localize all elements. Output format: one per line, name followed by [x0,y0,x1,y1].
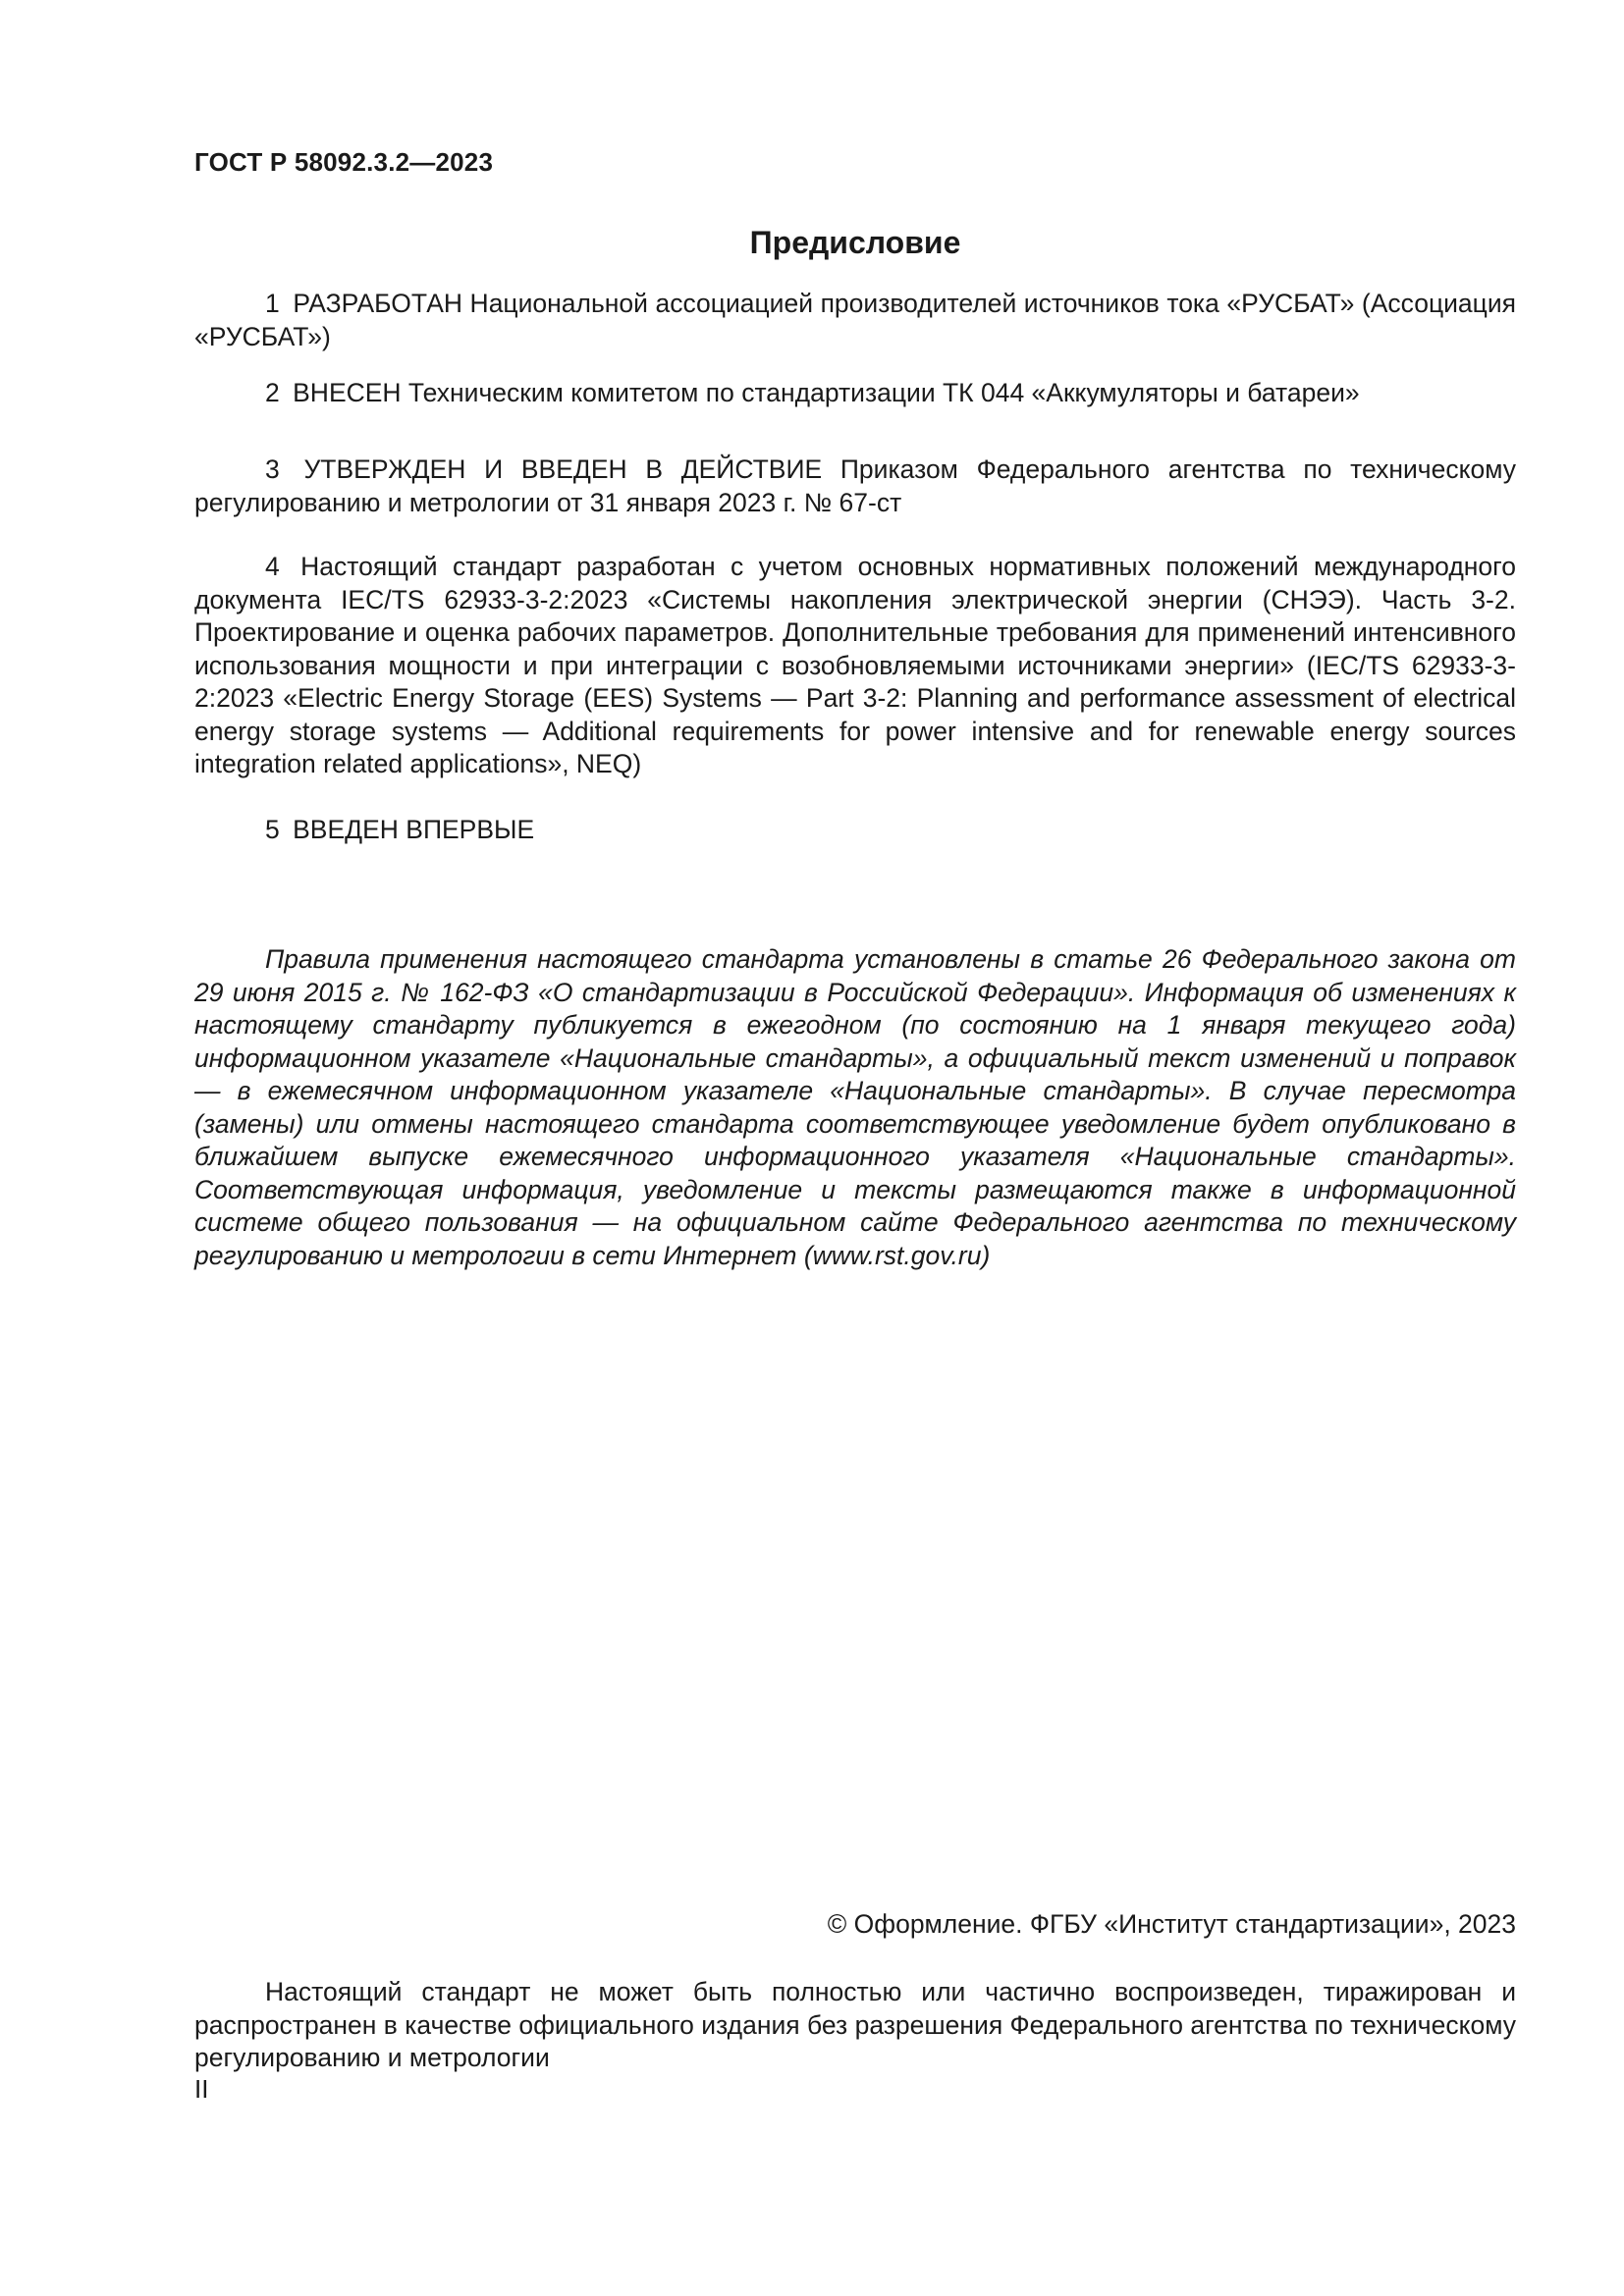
document-code: ГОСТ Р 58092.3.2—2023 [194,147,494,177]
preface-item-1 [194,288,1516,353]
preface-item-3 [194,454,1516,519]
preface-item-5 [194,814,1516,847]
application-rules-notice: Правила применения настоящего стандарта установлены в статье 26 Федерального закона от 29 июня 2015 г. № 162-ФЗ «О стандартизации в Российской Федерации». Информация об изменениях к настоящему стандарту публикуется в ежегодном (по состоянию на 1 января текущего года) информационном указателе «Национальные стандарты», а официальный текст изменений и поправок — в ежемесячном информационном указателе «Национальные стандарты». В случае пересмотра (замены) или отмены настоящего стандарта соответствующее уведомление будет опубликовано в ближайшем выпуске ежемесячного информационного указателя «Национальные стандарты». Соответствующая информация, уведомление и тексты размещаются также в информационной системе общего пользования — на официальном сайте Федерального агентства по техническому регулированию и метрологии в сети Интернет (www.rst.gov.ru) [194,944,1516,1270]
preface-item-2 [194,377,1516,410]
preface-item-number: 4 [265,552,280,581]
preface-item-text: ВНЕСЕН Техническим комитетом по стандартизации ТК 044 «Аккумуляторы и батареи» [293,378,1360,407]
preface-item-number: 1 [265,289,280,318]
page-number: II [194,2074,209,2104]
preface-item-number: 5 [265,815,280,844]
preface-item-4 [194,551,1516,781]
preface-item-text: ВВЕДЕН ВПЕРВЫЕ [293,815,535,844]
page-title: Предисловие [749,225,961,260]
preface-item-number: 2 [265,378,280,407]
reproduction-rights-notice: Настоящий стандарт не может быть полностью или частично воспроизведен, тиражирован и распространен в качестве официального издания без разрешения Федерального агентства по техническому регулированию и метрологии [194,1977,1516,2072]
preface-item-text: Настоящий стандарт разработан с учетом основных нормативных положений международного документа IEC/TS 62933-3-2:2023 «Системы накопления электрической энергии (СНЭЭ). Часть 3-2. Проектирование и оценка рабочих параметров. Дополнительные требования для применений интенсивного использования мощности и при интеграции с возобновляемыми источниками энергии» (IEC/TS 62933-3-2:2023 «Electric Energy Storage (EES) Systems — Part 3-2: Planning and performance assessment of electrical energy storage systems — Additional requirements for power intensive and for renewable energy sources integration related applications», NEQ) [194,552,1516,778]
preface-item-text: УТВЕРЖДЕН И ВВЕДЕН В ДЕЙСТВИЕ Приказом Федерального агентства по техническому регулированию и метрологии от 31 января 2023 г. № 67-ст [194,454,1516,517]
preface-item-number: 3 [265,454,280,484]
preface-item-text: РАЗРАБОТАН Национальной ассоциацией производителей источников тока «РУСБАТ» (Ассоциация «РУСБАТ») [194,289,1516,351]
copyright-line: © Оформление. ФГБУ «Институт стандартизации», 2023 [827,1909,1516,1939]
